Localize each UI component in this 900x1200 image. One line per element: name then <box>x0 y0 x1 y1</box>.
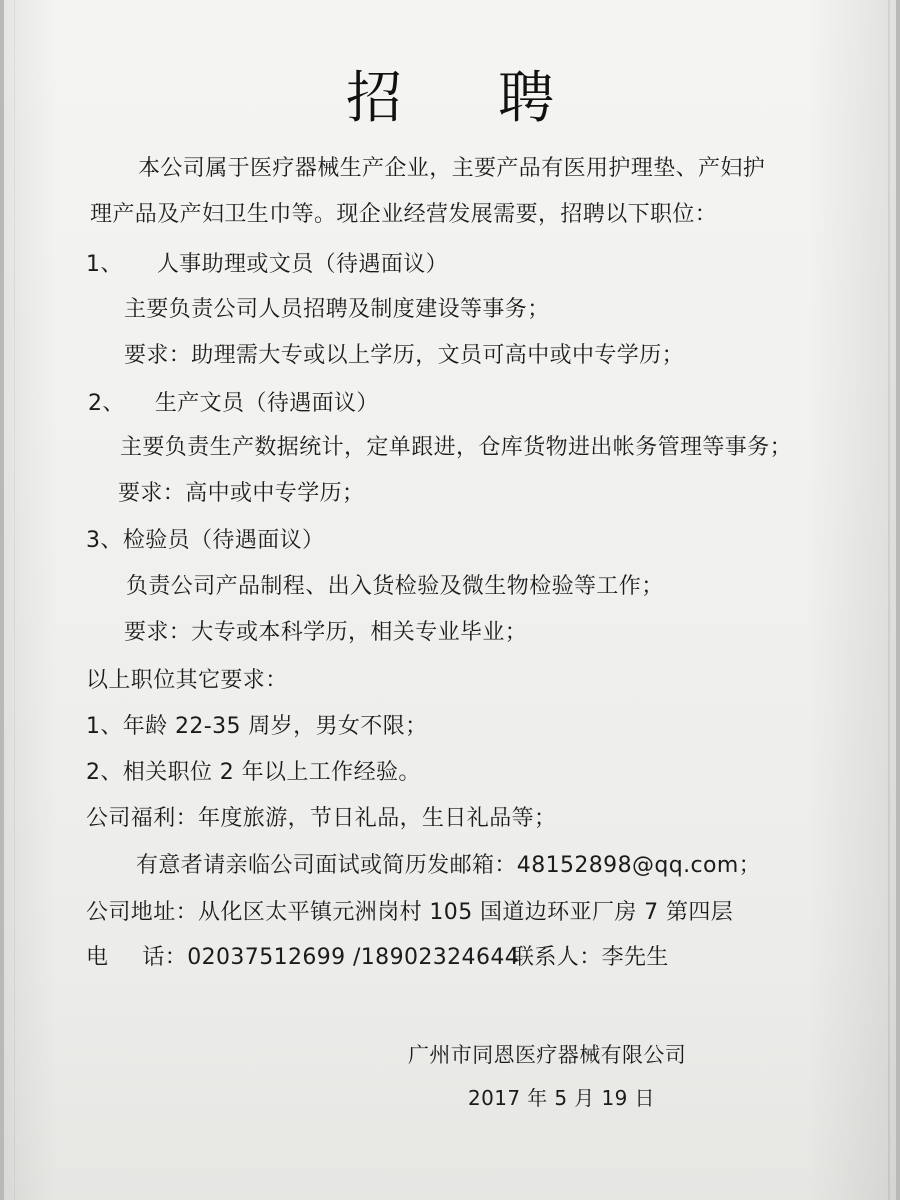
notice-date: 2017 年 5 月 19 日 <box>468 1086 655 1110</box>
other-requirements-heading: 以上职位其它要求： <box>86 668 288 693</box>
position-3-duty: 负责公司产品制程、出入货检验及微生物检验等工作； <box>126 574 664 599</box>
position-3-heading <box>86 526 324 556</box>
position-1-requirement: 要求：助理需大专或以上学历，文员可高中或中专学历； <box>124 343 685 368</box>
title-char-2: 聘 <box>498 66 554 131</box>
position-1-number: 1、 <box>86 252 123 277</box>
position-1-duty: 主要负责公司人员招聘及制度建设等事务； <box>124 297 550 322</box>
contact-person: 联系人：李先生 <box>512 945 669 970</box>
notice-title <box>4 64 896 134</box>
paper-sheet <box>4 0 896 1200</box>
other-requirement-2: 2、相关职位 2 年以上工作经验。 <box>86 760 421 785</box>
position-2-number: 2、 <box>88 391 125 416</box>
position-2-heading <box>88 389 379 419</box>
phone-label-char: 电 <box>86 945 109 970</box>
contact-email-line: 有意者请亲临公司面试或简历发邮箱：48152898@qq.com； <box>136 853 762 878</box>
paper-fold-left <box>14 0 15 1200</box>
position-3-requirement: 要求：大专或本科学历，相关专业毕业； <box>124 620 528 645</box>
position-1-title: 人事助理或文员（待遇面议） <box>156 252 449 277</box>
company-name: 广州市同恩医疗器械有限公司 <box>408 1043 687 1067</box>
position-2-title: 生产文员（待遇面议） <box>154 391 379 416</box>
position-1-heading <box>86 250 448 280</box>
position-3-number: 3、 <box>86 528 123 553</box>
paper-fold-right <box>888 0 890 1200</box>
other-requirement-1: 1、年龄 22-35 周岁，男女不限； <box>86 714 428 739</box>
intro-line-2: 理产品及产妇卫生巾等。现企业经营发展需要，招聘以下职位： <box>90 202 718 227</box>
company-benefits: 公司福利：年度旅游，节日礼品，生日礼品等； <box>86 806 557 831</box>
intro-line-1: 本公司属于医疗器械生产企业，主要产品有医用护理垫、产妇护 <box>138 156 766 181</box>
phone-numbers: 话：02037512699 /18902324644 <box>142 945 520 970</box>
phone-line <box>86 943 519 973</box>
company-address: 公司地址：从化区太平镇元洲岗村 105 国道边环亚厂房 7 第四层 <box>86 900 734 925</box>
title-char-1: 招 <box>346 66 402 131</box>
position-2-duty: 主要负责生产数据统计，定单跟进，仓库货物进出帐务管理等事务； <box>120 435 793 460</box>
position-3-title: 检验员（待遇面议） <box>122 528 325 553</box>
position-2-requirement: 要求：高中或中专学历； <box>118 481 365 506</box>
